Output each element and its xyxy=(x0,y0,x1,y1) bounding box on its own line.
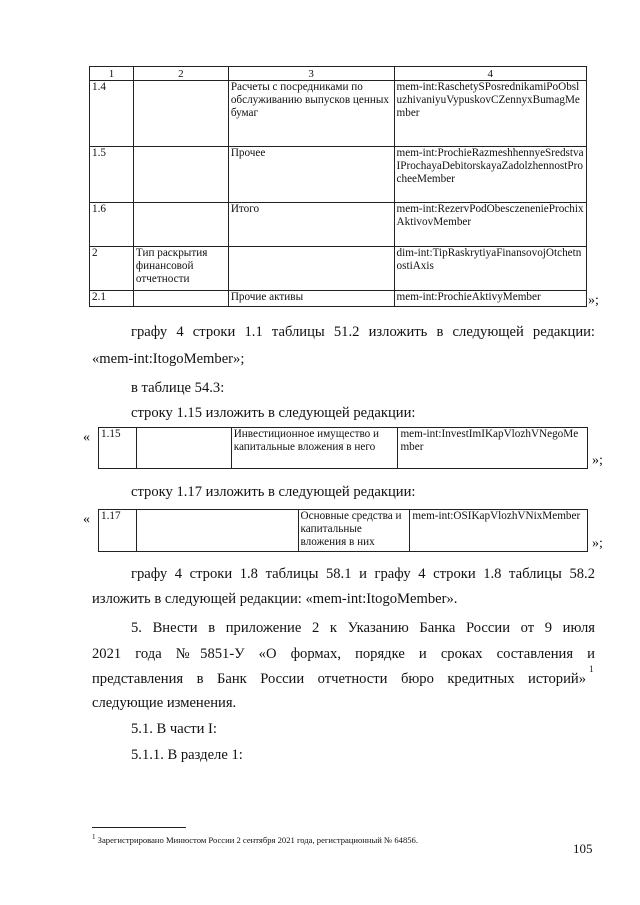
type-cell xyxy=(133,147,228,203)
header-cell: 3 xyxy=(228,67,394,81)
type-cell xyxy=(136,510,298,552)
paragraph-line: изложить в следующей редакции: «mem-int:ItogoMember». xyxy=(92,591,458,607)
table-row xyxy=(90,81,587,147)
footnote-mark: 1 xyxy=(92,833,96,841)
code-cell: dim-int:TipRaskrytiyaFinansovojOtchetnostiAxis xyxy=(394,247,586,291)
table-row xyxy=(90,247,587,291)
type-cell xyxy=(133,291,228,307)
type-cell xyxy=(133,203,228,247)
description-cell xyxy=(228,247,394,291)
paragraph-line: 5. Внести в приложение 2 к Указанию Банка России от 9 июля xyxy=(131,620,595,636)
code-cell: mem-int:OSIKapVlozhVNixMember xyxy=(410,510,588,552)
table-header-row xyxy=(90,67,587,81)
description-cell: Инвестиционное имущество и капитальные вложения в него xyxy=(231,428,398,469)
footnote-text: Зарегистрировано Минюстом России 2 сентября 2021 года, регистрационный № 64856. xyxy=(97,834,419,845)
row-number-cell: 2.1 xyxy=(90,291,134,307)
description-cell: Итого xyxy=(228,203,394,247)
paragraph-line: 5.1. В части I: xyxy=(131,721,217,737)
row-number-cell: 1.4 xyxy=(90,81,134,147)
row-117-open-quote: « xyxy=(83,512,90,527)
description-cell: Прочие активы xyxy=(228,291,394,307)
type-cell xyxy=(136,428,231,469)
header-cell: 2 xyxy=(133,67,228,81)
paragraph-line: 2021 года №5851-У «О формах, порядке и сроках составления и xyxy=(92,646,595,662)
code-cell: mem-int:RezervPodObesczenenieProchixAktivovMember xyxy=(394,203,586,247)
header-cell: 1 xyxy=(90,67,134,81)
paragraph-line: представления в Банк России отчетности бюро кредитных историй» xyxy=(92,671,586,687)
type-cell xyxy=(133,81,228,147)
row-115-open-quote: « xyxy=(83,430,90,445)
table-row xyxy=(90,203,587,247)
row-117-table xyxy=(98,509,588,552)
code-cell: mem-int:ProchieAktivyMember xyxy=(394,291,586,307)
table-row xyxy=(99,510,588,552)
footnote-divider xyxy=(92,827,186,828)
page-number: 105 xyxy=(573,841,593,856)
code-cell: mem-int:RaschetySPosrednikamiPoObsluzhivaniyuVypuskovCZennyxBumagMember xyxy=(394,81,586,147)
row-115-table xyxy=(98,427,588,469)
paragraph-line: графу 4 строки 1.8 таблицы 58.1 и графу 4 строки 1.8 таблицы 58.2 xyxy=(131,566,595,582)
description-cell: Основные средства и капитальные вложения в них xyxy=(298,510,410,552)
table-row xyxy=(90,291,587,307)
footnote xyxy=(92,832,418,846)
description-cell: Прочее xyxy=(228,147,394,203)
row-number-cell: 2 xyxy=(90,247,134,291)
code-cell: mem-int:InvestImIKapVlozhVNegoMember xyxy=(398,428,588,469)
row-number-cell: 1.15 xyxy=(99,428,137,469)
paragraph-line: следующие изменения. xyxy=(92,695,237,711)
code-cell: mem-int:ProchieRazmeshhennyeSredstvaIProchayaDebitorskayaZadolzhennostProcheeMember xyxy=(394,147,586,203)
table-closing-quote: »; xyxy=(588,293,599,308)
paragraph-line: «mem-int:ItogoMember»; xyxy=(92,351,245,367)
header-cell: 4 xyxy=(394,67,586,81)
table-row xyxy=(99,428,588,469)
description-cell: Расчеты с посредниками по обслуживанию выпусков ценных бумаг xyxy=(228,81,394,147)
type-cell: Тип раскрытия финансовой отчетности xyxy=(133,247,228,291)
row-number-cell: 1.6 xyxy=(90,203,134,247)
paragraph-line: графу 4 строки 1.1 таблицы 51.2 изложить в следующей редакции: xyxy=(131,324,595,340)
paragraph-line: строку 1.15 изложить в следующей редакции: xyxy=(131,405,416,421)
main-table xyxy=(89,66,587,307)
row-117-close-quote: »; xyxy=(592,536,603,551)
paragraph-line: 5.1.1. В разделе 1: xyxy=(131,747,243,763)
table-row xyxy=(90,147,587,203)
row-number-cell: 1.5 xyxy=(90,147,134,203)
paragraph-line: в таблице 54.3: xyxy=(131,380,225,396)
row-number-cell: 1.17 xyxy=(99,510,137,552)
row-115-close-quote: »; xyxy=(592,453,603,468)
paragraph-line: строку 1.17 изложить в следующей редакции: xyxy=(131,484,416,500)
footnote-reference: 1 xyxy=(589,664,594,674)
